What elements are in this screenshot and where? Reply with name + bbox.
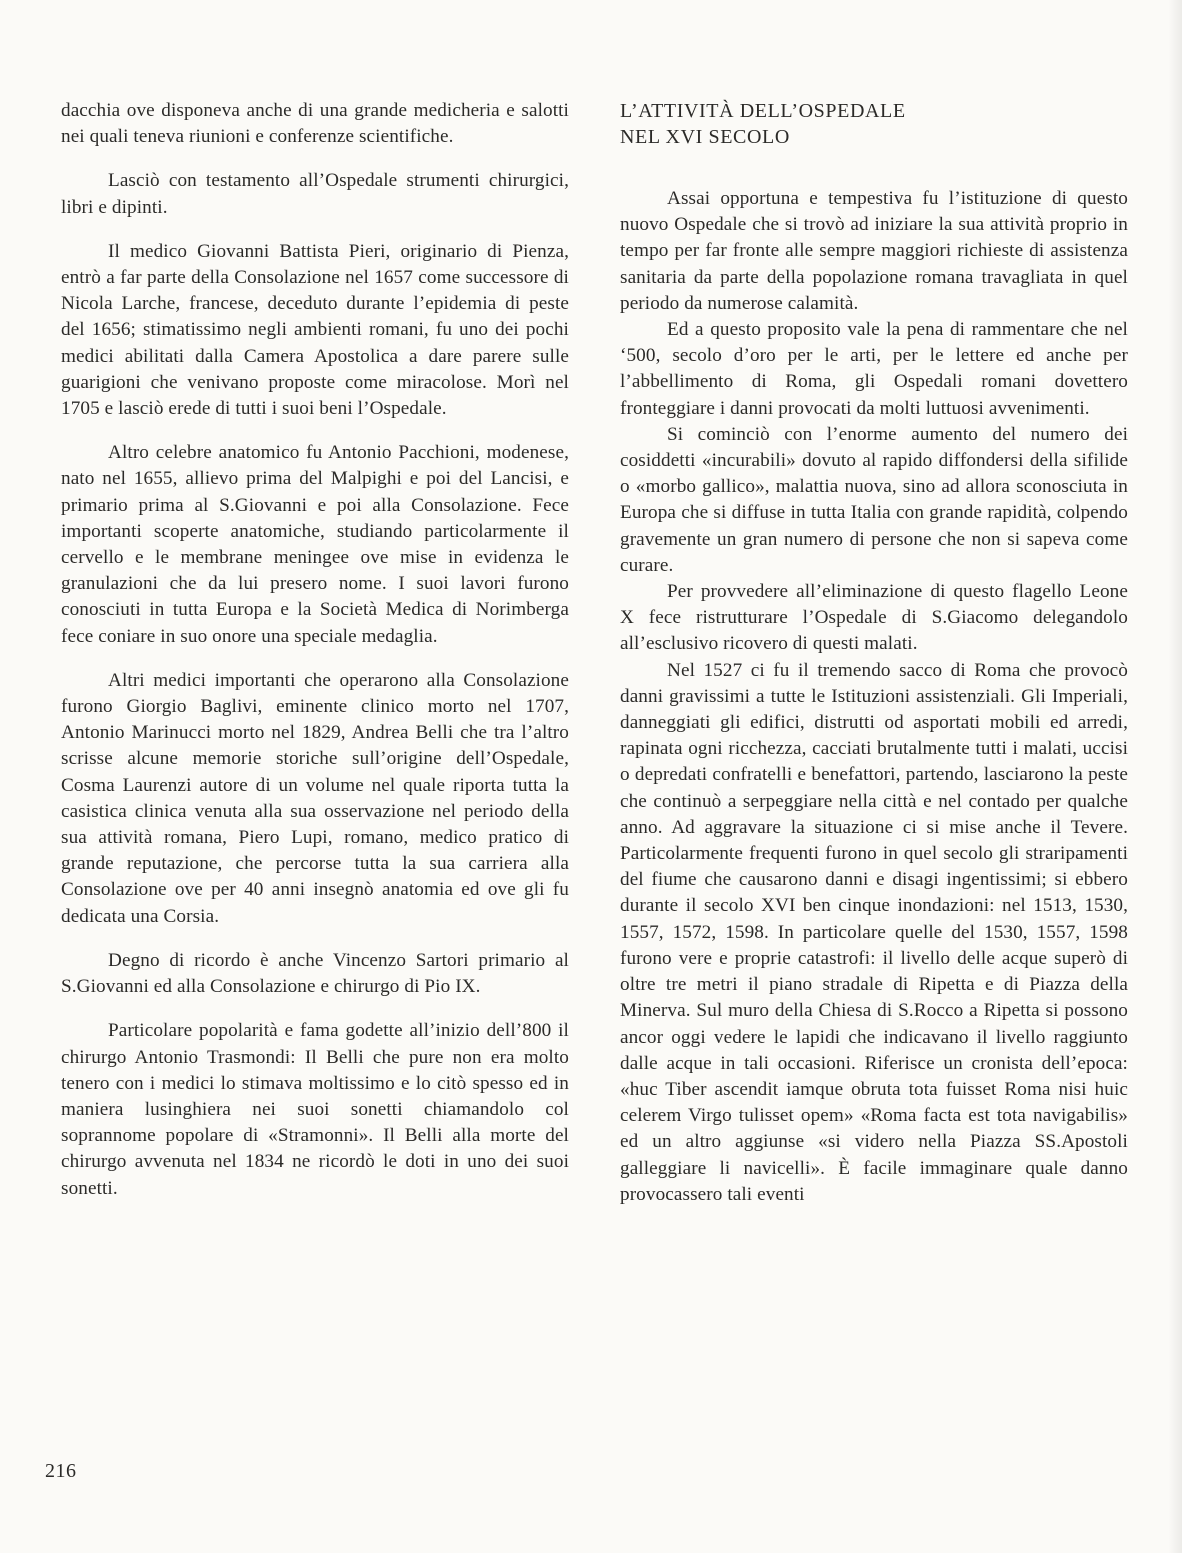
page-edge-shadow — [1168, 0, 1182, 1553]
left-paragraph-3: Il medico Giovanni Battista Pieri, originario di Pienza, entrò a far parte della Consolazione nel 1657 come successore di Nicola Larche, francese, deceduto durante l’epidemia di peste del 1656; stimatissimo negli ambienti romani, fu uno dei pochi medici abilitati dalla Camera Apostolica a dare parere sulle guarigioni che venivano proposte come miracolose. Morì nel 1705 e lasciò erede di tutti i suoi beni l’Ospedale. — [61, 240, 569, 420]
left-column — [61, 98, 569, 1220]
left-paragraph-4: Altro celebre anatomico fu Antonio Pacchioni, modenese, nato nel 1655, allievo prima del Malpighi e poi del Lancisi, e primario prima al S.Giovanni e poi alla Consolazione. Fece importanti scoperte anatomiche, studiando particolarmente il cervello e le membrane meningee ove mise in evidenza le granulazioni che da lui presero nome. I suoi lavori furono conosciuti in tutta Europa e la Società Medica di Norimberga fece coniare in suo onore una speciale medaglia. — [61, 442, 569, 647]
section-heading — [620, 98, 1128, 150]
left-paragraph-5: Altri medici importanti che operarono alla Consolazione furono Giorgio Baglivi, eminente clinico morto nel 1707, Antonio Marinucci morto nel 1829, Andrea Belli che tra l’altro scrisse alcune memorie storiche sull’origine dell’Ospedale, Cosma Laurenzi autore di un volume nel quale riporta tutta la casistica clinica venuta alla sua osservazione nel periodo della sua attività romana, Piero Lupi, romano, medico pratico di grande reputazione, che percorse tutta la sua carriera alla Consolazione ove per 40 anni insegnò anatomia ed ove gli fu dedicata una Corsia. — [61, 669, 569, 927]
section-heading-line-2: NEL XVI SECOLO — [620, 126, 790, 148]
right-paragraph-1: Assai opportuna e tempestiva fu l’istituzione di questo nuovo Ospedale che si trovò ad iniziare la sua attività proprio in tempo per far fronte alle sempre maggiori richieste di assistenza sanitaria da parte della popolazione romana travagliata in quel periodo da numerose calamità. — [620, 188, 1128, 314]
left-paragraph-6: Degno di ricordo è anche Vincenzo Sartori primario al S.Giovanni ed alla Consolazione e chirurgo di Pio IX. — [61, 949, 569, 998]
right-paragraph-2: Ed a questo proposito vale la pena di rammentare che nel ‘500, secolo d’oro per le arti, per le lettere ed anche per l’abbellimento di Roma, gli Ospedali romani dovettero fronteggiare i danni provocati da molti luttuosi avvenimenti. — [620, 319, 1128, 419]
right-column — [620, 98, 1128, 1208]
right-paragraph-4: Per provvedere all’eliminazione di questo flagello Leone X fece ristrutturare l’Ospedale di S.Giacomo delegandolo all’esclusivo ricovero di questi malati. — [620, 581, 1128, 655]
left-paragraph-2: Lasciò con testamento all’Ospedale strumenti chirurgici, libri e dipinti. — [61, 170, 569, 218]
page-number: 216 — [45, 1460, 77, 1482]
right-paragraph-3: Si cominciò con l’enorme aumento del numero dei cosiddetti «incurabili» dovuto al rapido diffondersi della sifilide o «morbo gallico», malattia nuova, sino ad allora sconosciuta in Europa che si diffuse in tutta Italia con grande rapidità, colpendo gravemente un gran numero di persone che non si sapeva come curare. — [620, 423, 1128, 576]
left-paragraph-1: dacchia ove disponeva anche di una grande medicheria e salotti nei quali teneva riunioni e conferenze scientifiche. — [61, 100, 569, 148]
left-paragraph-7: Particolare popolarità e fama godette all’inizio dell’800 il chirurgo Antonio Trasmondi: Il Belli che pure non era molto tenero con i medici lo stimava moltissimo e lo citò spesso ed in maniera lusinghiera nei suoi sonetti chiamandolo col soprannome popolare di «Stramonni». Il Belli alla morte del chirurgo avvenuta nel 1834 ne ricordò le doti in uno dei suoi sonetti. — [61, 1020, 569, 1199]
section-heading-line-1: L’ATTIVITÀ DELL’OSPEDALE — [620, 100, 906, 122]
right-paragraph-5: Nel 1527 ci fu il tremendo sacco di Roma che provocò danni gravissimi a tutte le Istituzioni assistenziali. Gli Imperiali, danneggiati gli edifici, distrutti od asportati mobili ed arredi, rapinata ogni ricchezza, cacciati brutalmente tutti i malati, uccisi o depredati confratelli e benefattori, partendo, lasciarono la peste che continuò a serpeggiare nella città e nel contado per qualche anno. Ad aggravare la situazione ci si mise anche il Tevere. Particolarmente frequenti furono in quel secolo gli straripamenti del fiume che causarono danni e disagi ingentissimi; si ebbero durante il secolo XVI ben cinque inondazioni: nel 1513, 1530, 1557, 1572, 1598. In particolare quelle del 1530, 1557, 1598 furono vere e proprie catastrofi: il livello delle acque superò di oltre tre metri il piano stradale di Ripetta e di Piazza della Minerva. Sul muro della Chiesa di S.Rocco a Ripetta si possono ancor oggi vedere le lapidi che indicavano il livello raggiunto dalle acque in tali occasioni. Riferisce un cronista dell’epoca: «huc Tiber ascendit iamque obruta tota fuisset Roma nisi huic celerem Virgo tulisset opem» «Roma facta est tota navigabilis» ed un altro aggiunse «si videro nella Piazza SS.Apostoli galleggiare li navicelli». È facile immaginare quale danno provocassero tali eventi — [620, 659, 1128, 1205]
